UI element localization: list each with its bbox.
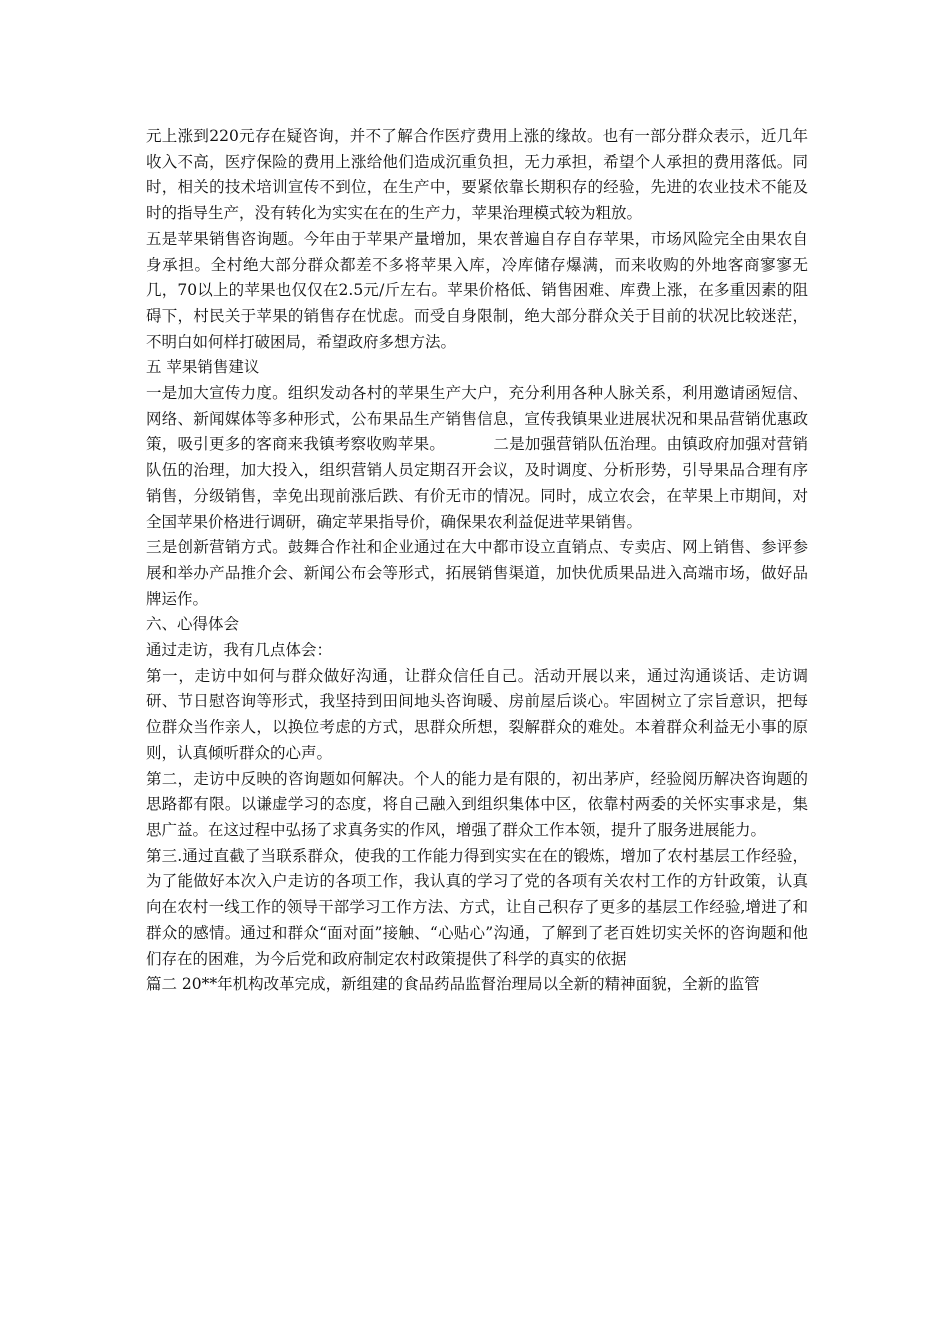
heading-reflections: 六、心得体会 [146, 615, 240, 634]
paragraph-reflection-third: 第三.通过直截了当联系群众，使我的工作能力得到实实在在的锻炼，增加了农村基层工作经验，为了能做好本次入户走访的各项工作，我认真的学习了党的各项有关农村工作的方针政策，认真向在农村一线工作的领导干部学习工作方法、方式，让自己积存了更多的基层工作经验,增进了和群众的感情。通过和群众“面对面”接触、“心贴心”沟通，了解到了老百姓切实关怀的咨询题和他们存在的困难，为今后党和政府制定农村政策提供了科学的真实的依据 [146, 846, 808, 968]
paragraph-reflection-intro: 通过走访，我有几点体会： [146, 641, 333, 660]
paragraph-suggestion-marketing: 三是创新营销方式。鼓舞合作社和企业通过在大中都市设立直销点、专卖店、网上销售、参评参展和举办产品推介会、新闻公布会等形式，拓展销售渠道，加快优质果品进入高端市场，做好品牌运作。 [146, 538, 808, 608]
heading-apple-sales-suggestions: 五 苹果销售建议 [146, 358, 260, 377]
document-body [146, 124, 808, 998]
paragraph-reflection-second: 第二，走访中反映的咨询题如何解决。个人的能力是有限的，初出茅庐，经验阅历解决咨询题的思路都有限。以谦虚学习的态度，将自己融入到组织集体中区，依靠村两委的关怀实事求是，集思广益。在这过程中弘扬了求真务实的作风，增强了群众工作本领，提升了服务进展能力。 [146, 769, 808, 839]
paragraph-reflection-first: 第一，走访中如何与群众做好沟通，让群众信任自己。活动开展以来，通过沟通谈话、走访调研、节日慰咨询等形式，我坚持到田间地头咨询暖、房前屋后谈心。牢固树立了宗旨意识，把每位群众当作亲人，以换位考虑的方式，思群众所想，裂解群众的难处。本着群众利益无小事的原则，认真倾听群众的心声。 [146, 666, 808, 762]
suggestion-sales-team: 二是加强营销队伍治理。由镇政府加强对营销队伍的治理，加大投入，组织营销人员定期召开会议，及时调度、分析形势，引导果品合理有序销售，分级销售，幸免出现前涨后跌、有价无市的情况。同时，成立农会，在苹果上市期间，对全国苹果价格进行调研，确定苹果指导价，确保果农利益促进苹果销售。 [146, 435, 808, 531]
paragraph-medical-cost: 元上涨到220元存在疑咨询，并不了解合作医疗费用上涨的缘故。也有一部分群众表示，近几年收入不高，医疗保险的费用上涨给他们造成沉重负担，无力承担，希望个人承担的费用落低。同时，相关的技术培训宣传不到位，在生产中，要紧依靠长期积存的经验，先进的农业技术不能及时的指导生产，没有转化为实实在在的生产力，苹果治理模式较为粗放。 [146, 127, 808, 223]
suggestion-publicity: 一是加大宣传力度。组织发动各村的苹果生产大户，充分利用各种人脉关系，利用邀请函短信、网络、新闻媒体等多种形式，公布果品生产销售信息，宣传我镇果业进展状况和果品营销优惠政策，吸引更多的客商来我镇考察收购苹果。 [146, 384, 808, 454]
paragraph-suggestion-group [146, 381, 808, 535]
paragraph-part-two-start: 篇二 20**年机构改革完成，新组建的食品药品监督治理局以全新的精神面貌，全新的监管 [146, 975, 760, 994]
paragraph-apple-sales-issue: 五是苹果销售咨询题。今年由于苹果产量增加，果农普遍自存自存苹果，市场风险完全由果农自身承担。全村绝大部分群众都差不多将苹果入库，冷库储存爆满，而来收购的外地客商寥寥无几，70以上的苹果也仅仅在2.5元/斤左右。苹果价格低、销售困难、库费上涨，在多重因素的阻碍下，村民关于苹果的销售存在忧虑。而受自身限制，绝大部分群众关于目前的状况比较迷茫，不明白如何样打破困局，希望政府多想方法。 [146, 229, 808, 351]
